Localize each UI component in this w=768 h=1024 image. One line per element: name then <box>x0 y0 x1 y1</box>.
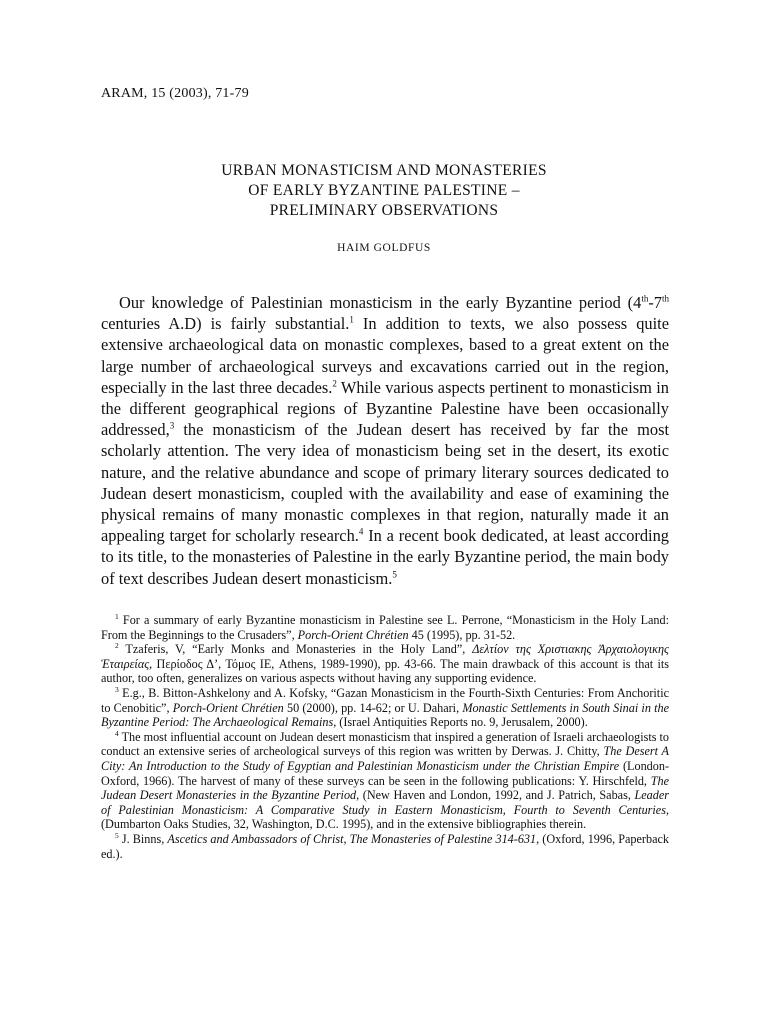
footnote-text: (New Haven and London, 1992, and J. Patrich, Sabas, <box>359 788 635 803</box>
journal-citation: ARAM, 15 (2003), 71-79 <box>101 86 249 101</box>
footnote-number: 5 <box>115 830 119 840</box>
footnote-number: 1 <box>115 611 119 621</box>
body-paragraph <box>101 292 669 589</box>
body-text-segment: While various aspects pertinent to monasticism in the different geographical regions of Byzantine Palestine have been occasionally addressed, <box>101 377 669 440</box>
footnote-number: 2 <box>115 641 119 651</box>
footnote-italic: Ascetics and Ambassadors of Christ, The Monasteries of Palestine 314-631 <box>167 831 537 846</box>
footnote-ref-1: 1 <box>349 314 354 325</box>
footnote-text: For a summary of early Byzantine monasticism in Palestine see L. Perrone, “Monasticism in the Holy Land: From the Beginnings to the Crusaders”, <box>101 613 669 642</box>
title-line-1: URBAN MONASTICISM AND MONASTERIES <box>221 162 547 179</box>
footnote-4 <box>101 730 669 832</box>
footnote-italic: The Desert A City: An Introduction to the Study of Egyptian and Palestinian Monasticism under the Christian Empire <box>101 744 669 773</box>
body-text-segment: In addition to texts, we also possess quite extensive archaeological data on monastic complexes, based to a great extent on the large number of archaeological surveys and excavations carried out in the region, especially in the last three decades. <box>101 314 669 397</box>
footnote-text: (London-Oxford, 1966). The harvest of many of these surveys can be seen in the following publications: Y. Hirschfeld, <box>101 758 670 788</box>
footnote-text: (Israel Antiquities Reports no. 9, Jerusalem, 2000). <box>336 715 588 730</box>
superscript-th: th <box>641 293 649 304</box>
title-line-3: PRELIMINARY OBSERVATIONS <box>269 202 499 219</box>
footnote-number: 4 <box>115 728 119 738</box>
body-text-segment: centuries A.D) is fairly substantial. <box>101 314 350 334</box>
article-author: HAIM GOLDFUS <box>337 242 431 254</box>
footnote-italic: Porch-Orient Chrétien <box>172 700 284 715</box>
footnote-italic: The Judean Desert Monasteries in the Byzantine Period, <box>101 773 669 803</box>
footnote-ref-4: 4 <box>358 526 364 537</box>
footnote-text: The most influential account on Judean desert monasticism that inspired a generation of Israeli archaeologists to conduct an extensive series of archeological surveys of this region was written by Derwas. J. Chitty, <box>101 729 669 759</box>
footnote-ref-3: 3 <box>169 420 175 431</box>
footnote-italic: Δελτίον της Χριστιακης Ἀρχαιολογικης Ἑταιρείας, <box>101 642 669 671</box>
paragraph-1 <box>101 292 669 589</box>
footnote-text: E.g., B. Bitton-Ashkelony and A. Kofsky, “Gazan Monasticism in the Fourth-Sixth Centuries: From Anchoritic to Cenobitic”, <box>101 685 669 715</box>
footnote-text: 50 (2000), pp. 14-62; or U. Dahari, <box>283 700 463 715</box>
footnotes <box>101 613 669 861</box>
body-text-segment: Our knowledge of Palestinian monasticism in the early Byzantine period (4 <box>119 293 642 312</box>
footnote-text: J. Binns, <box>118 831 168 846</box>
footnote-text: , (Dumbarton Oaks Studies, 32, Washington, D.C. 1995), and in the extensive bibliographies therein. <box>101 802 669 832</box>
footnote-2 <box>101 642 669 686</box>
footnote-text: , (Oxford, 1996, Paperback ed.). <box>101 831 669 861</box>
footnote-3 <box>101 686 669 730</box>
footnote-ref-2: 2 <box>332 378 337 389</box>
body-text-segment: -7 <box>648 293 662 312</box>
footnote-italic: Porch-Orient Chrétien <box>297 627 409 642</box>
superscript-th: th <box>661 293 669 304</box>
title-line-2: OF EARLY BYZANTINE PALESTINE – <box>248 182 520 199</box>
footnote-5 <box>101 832 669 861</box>
footnote-italic: Leader of Palestinian Monasticism: A Comparative Study in Eastern Monasticism, Fourth to Seventh Centuries <box>101 788 669 817</box>
body-text-segment: In a recent book dedicated, at least according to its title, to the monasteries of Palestine in the early Byzantine period, the main body of text describes Judean desert monasticism. <box>101 526 670 588</box>
footnote-number: 3 <box>115 684 119 694</box>
footnote-text: Περίοδος Δ’, Τόμος ΙΕ, Athens, 1989-1990), pp. 43-66. The main drawback of this account is that its author, too often, generalizes on various aspects without having any supporting evidence. <box>101 656 669 686</box>
footnote-text: 45 (1995), pp. 31-52. <box>408 627 516 642</box>
footnote-1 <box>101 613 669 642</box>
body-text-segment: the monasticism of the Judean desert has received by far the most scholarly attention. The very idea of monasticism being set in the desert, its exotic nature, and the relative abundance and scope of primary literary sources dedicated to Judean desert monasticism, coupled with the availability and ease of examining the physical remains of many monastic complexes in that region, naturally made it an appealing target for scholarly research. <box>101 420 669 546</box>
footnote-ref-5: 5 <box>392 569 397 580</box>
footnote-italic: Monastic Settlements in South Sinai in the Byzantine Period: The Archaeological Remains, <box>101 700 669 730</box>
footnote-text: Tzaferis, V, “Early Monks and Monasteries in the Holy Land”, <box>118 642 473 657</box>
article-title <box>0 161 768 221</box>
